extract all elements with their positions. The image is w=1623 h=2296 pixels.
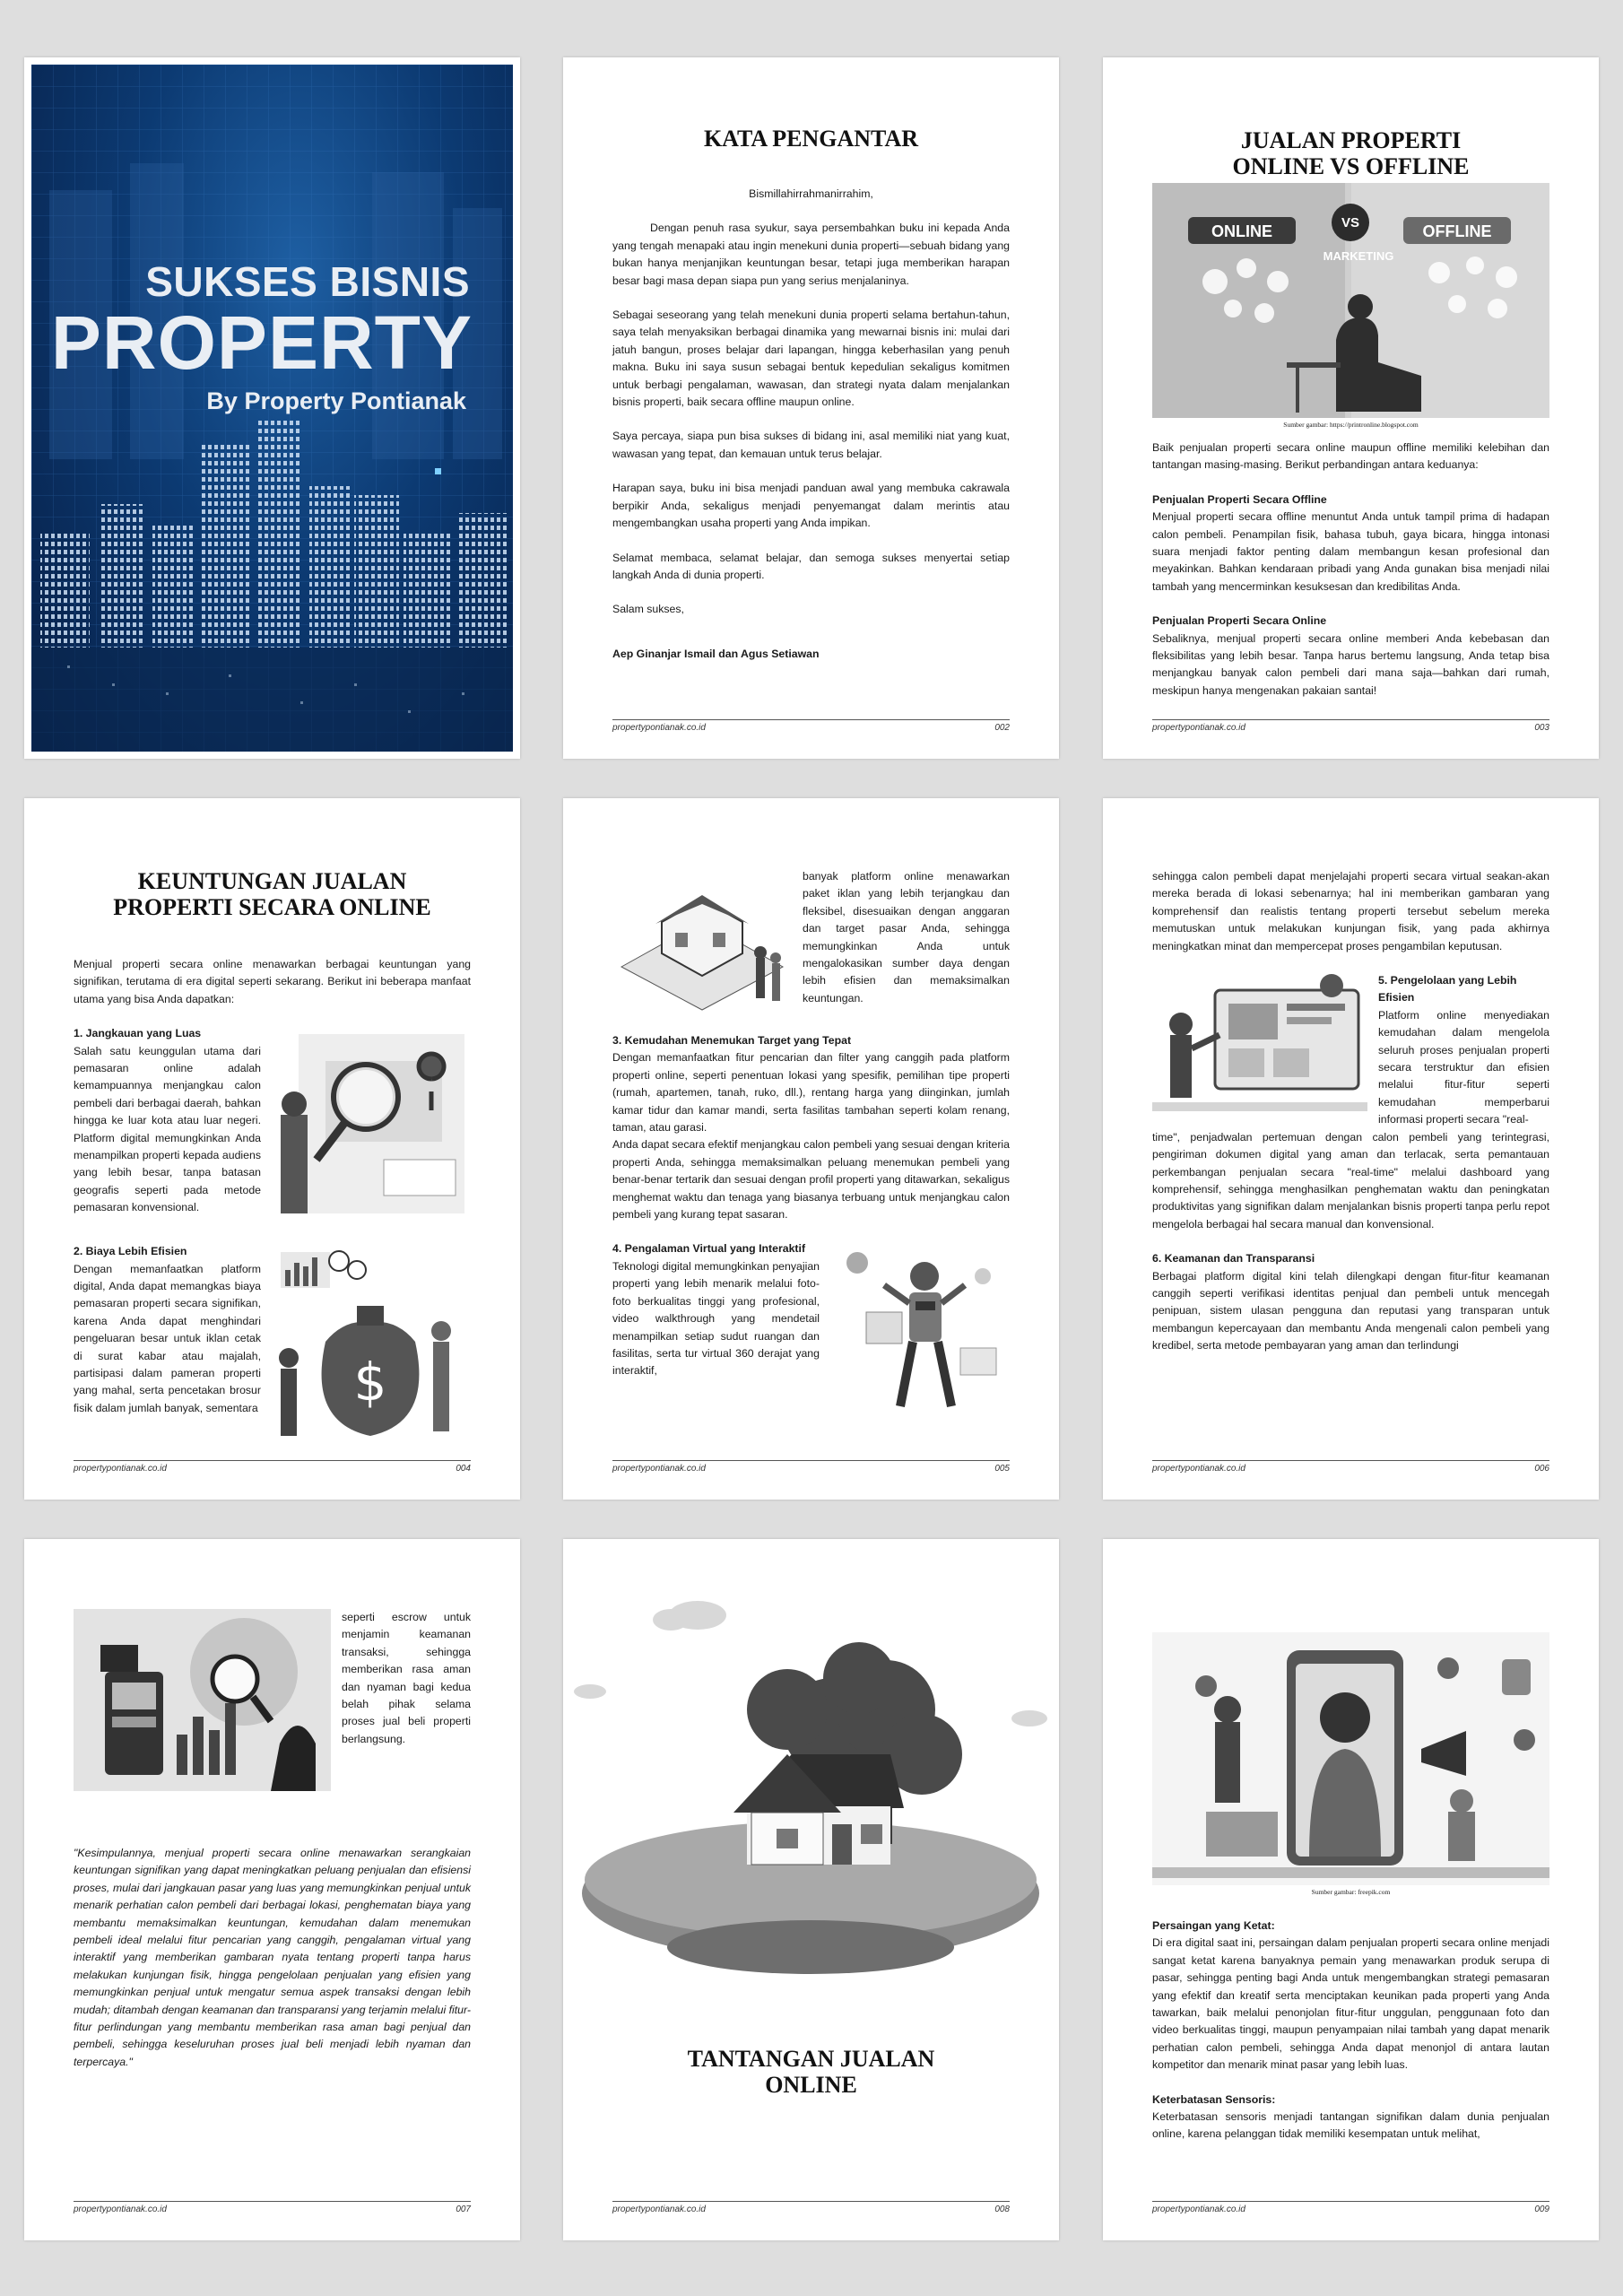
paragraph: Harapan saya, buku ini bisa menjadi panduan awal yang membuka cakrawala berpikir Anda, sekaligus menjadi penyemangat dalam merintis atau mengembangkan usaha properti yang Anda impikan. bbox=[612, 482, 1010, 530]
paragraph: Salah satu keunggulan utama dari pemasaran online adalah kemampuannya menjangkau calon pembeli dari berbagai daerah, bahkan hingga ke luar kota atau luar negeri. Platform digital memungkinkan Anda menampilkan properti kepada audiens yang lebih besar, tanpa batasan geografis seperti pada metode pemasaran konvensional. bbox=[74, 1044, 261, 1214]
section-heading: 6. Keamanan dan Transparansi bbox=[1152, 1252, 1315, 1265]
paragraph: Di era digital saat ini, persaingan dalam penjualan properti secara online menjadi sangat ketat karena banyaknya pemain yang menawarkan produk serupa di pasar, sehingga penting bagi Anda untuk mengembangkan strategi pemasaran yang efektif dan kreatif serta menciptakan keunikan pada properti yang Anda tawarkan, baik melalui penonjolan fitur-fitur unggulan, penggunaan foto dan video berkualitas tinggi, maupun penyampaian nilai tambah yang dapat menarik perhatian calon pembeli, sehingga Anda dapat menonjol di antara lautan kompetitor dan menarik minat pasar yang lebih luas. bbox=[1152, 1936, 1549, 2072]
paragraph: Anda dapat secara efektif menjangkau calon pembeli yang sesuai dengan kriteria properti Anda, sehingga memaksimalkan peluang menemukan pembeli yang benar-benar tertarik dan sesuai dengan profil properti yang ditawarkan, sekaligus menghemat waktu dan tenaga yang biasanya terbuang untuk menjangkau calon pembeli yang kurang tepat sasaran. bbox=[612, 1138, 1010, 1222]
authors: Aep Ginanjar Ismail dan Agus Setiawan bbox=[612, 647, 820, 660]
image-caption: Sumber gambar: https://printronline.blogspot.com bbox=[1283, 421, 1419, 429]
paragraph: Baik penjualan properti secara online maupun offline memiliki kelebihan dan tantangan masing-masing. Berikut perbandingan antara keduanya: bbox=[1152, 441, 1549, 472]
image-label-online: ONLINE bbox=[1211, 222, 1272, 240]
page-number: 006 bbox=[1534, 1464, 1549, 1474]
footer-site: propertypontianak.co.id bbox=[74, 2205, 167, 2214]
footer-site: propertypontianak.co.id bbox=[1152, 723, 1245, 733]
paragraph: Menjual properti secara offline menuntut Anda untuk tampil prima di hadapan calon pembeli. Penampilan fisik, bahasa tubuh, gaya bicara, hingga intonasi suara menjadi faktor penting dalam membangun kesan profesional dan meyakinkan. Bahkan kendaraan pribadi yang Anda gunakan bisa menjadi nilai tambah yang mencerminkan kesuksesan dan kredibilitas Anda. bbox=[1152, 510, 1549, 593]
footer-site: propertypontianak.co.id bbox=[1152, 2205, 1245, 2214]
page-number: 004 bbox=[456, 1464, 471, 1474]
page-009 bbox=[1103, 1539, 1599, 2240]
page-007 bbox=[24, 1539, 520, 2240]
section-heading: 2. Biaya Lebih Efisien bbox=[74, 1245, 187, 1258]
page-footer bbox=[74, 1460, 471, 1474]
footer-site: propertypontianak.co.id bbox=[74, 1464, 167, 1474]
page-title bbox=[1152, 127, 1549, 179]
section-heading: 4. Pengalaman Virtual yang Interaktif bbox=[612, 1242, 806, 1256]
paragraph: Dengan memanfaatkan fitur pencarian dan filter yang canggih pada platform properti online, seperti penentuan lokasi yang spesifik, pemilihan tipe properti (rumah, apartemen, tanah, ruko, dll.), rentang harga yang diinginkan, jumlah kamar tidur dan kamar mandi, serta fasilitas tambahan seperti kolam renang, taman, atau garasi. bbox=[612, 1051, 1010, 1135]
online-vs-offline-image bbox=[1152, 183, 1549, 418]
paragraph: Menjual properti secara online menawarkan berbagai keuntungan yang signifikan, terutama di era digital seperti sekarang. Berikut ini beberapa manfaat utama yang bisa Anda dapatkan: bbox=[74, 958, 471, 1005]
image-caption: Sumber gambar: freepik.com bbox=[1311, 1888, 1391, 1896]
page-footer bbox=[612, 2201, 1010, 2214]
section-heading: Keterbatasan Sensoris: bbox=[1152, 2092, 1276, 2106]
section-heading: Penjualan Properti Secara Offline bbox=[1152, 492, 1327, 506]
paragraph: Sebaliknya, menjual properti secara online memberi Anda kebebasan dan fleksibilitas yang lebih besar. Tanpa harus bertemu langsung, Anda tetap bisa menjangkau banyak calon pembeli dari mana saja—bahkan dari rumah, meskipun hanya mengenakan pakaian santai! bbox=[1152, 631, 1549, 697]
page-footer bbox=[612, 1460, 1010, 1474]
page-005 bbox=[563, 798, 1059, 1500]
page-008 bbox=[563, 1539, 1059, 2240]
online-shopping-illustration bbox=[1152, 1632, 1549, 1885]
paragraph: Sebagai seseorang yang telah menekuni dunia properti selama bertahun-tahun, saya telah menyaksikan berbagai dinamika yang mewarnai bisnis ini: mulai dari jatuh bangun, proses belajar dari lapangan, hingga keberhasilan yang penuh makna. Buku ini saya susun sebagai bentuk kepedulian sekaligus komitmen untuk berbagi pengalaman, wawasan, dan strategi nyata dalam menjalankan bisnis properti, baik secara offline maupun online. bbox=[612, 309, 1010, 409]
section-heading: Penjualan Properti Secara Online bbox=[1152, 614, 1327, 628]
title-line2: PROPERTI SECARA ONLINE bbox=[113, 894, 431, 920]
page-006 bbox=[1103, 798, 1599, 1500]
section-heading: 1. Jangkauan yang Luas bbox=[74, 1027, 202, 1040]
page-footer bbox=[1152, 1460, 1549, 1474]
page-number: 008 bbox=[994, 2205, 1010, 2214]
page-003 bbox=[1103, 57, 1599, 759]
paragraph: Teknologi digital memungkinkan penyajian properti yang lebih menarik melalui foto-foto berkualitas tinggi yang profesional, video walkthrough yang mendetail menampilkan setiap sudut ruangan dan fasilitas, serta tur virtual 360 derajat yang interaktif, bbox=[612, 1259, 820, 1378]
page-cover bbox=[24, 57, 520, 759]
greeting: Bismillahirrahmanirrahim, bbox=[749, 187, 873, 200]
paragraph: Berbagai platform digital kini telah dilengkapi dengan fitur-fitur keamanan canggih seperti verifikasi identitas penjual dan pembeli untuk mencegah penipuan, sistem ulasan pengguna dan reputasi yang transparan untuk membangun kepercayaan dan membantu Anda mengenali calon pembeli yang kredibel, serta metode pembayaran yang aman dan terlindungi bbox=[1152, 1269, 1549, 1352]
title-line2: ONLINE bbox=[765, 2072, 857, 2098]
page-number: 005 bbox=[994, 1464, 1010, 1474]
footer-site: propertypontianak.co.id bbox=[612, 2205, 706, 2214]
search-map-illustration bbox=[272, 1025, 471, 1222]
paragraph: sehingga calon pembeli dapat menjelajahi properti secara virtual seakan-akan mereka berada di lokasi sebenarnya; hal ini memberikan gambaran yang komprehensif dan realistis tentang properti tersebut sebelum mereka memutuskan untuk melakukan kunjungan fisik, yang pada akhirnya meningkatkan minat dan mempercepat proses pengambilan keputusan. bbox=[1152, 870, 1549, 952]
floating-house-illustration bbox=[563, 1593, 1059, 1979]
online-management-illustration bbox=[1152, 972, 1367, 1125]
cover-artwork bbox=[31, 65, 513, 752]
page-footer bbox=[74, 2201, 471, 2214]
page-002 bbox=[563, 57, 1059, 759]
analytics-illustration bbox=[74, 1609, 331, 1791]
paragraph: Keterbatasan sensoris menjadi tantangan signifikan dalam dunia penjualan online, karena pelanggan tidak memiliki kesempatan untuk melihat, bbox=[1152, 2110, 1549, 2141]
page-number: 009 bbox=[1534, 2205, 1549, 2214]
paragraph: Dengan memanfaatkan platform digital, Anda dapat memangkas biaya pemasaran properti secara signifikan, karena Anda dapat menghindari pengeluaran besar untuk iklan cetak di surat kabar atau majalah, partisipasi dalam pameran properti yang mahal, serta pencetakan brosur fisik dalam jumlah banyak, sementara bbox=[74, 1262, 261, 1414]
paragraph: banyak platform online menawarkan paket iklan yang lebih terjangkau dan fleksibel, disesuaikan dengan anggaran dan target pasar Anda, sehingga memungkinkan Anda untuk mengalokasikan sumber daya dengan lebih efisien dan memaksimalkan keuntungan. bbox=[803, 870, 1010, 1004]
cover-byline: By Property Pontianak bbox=[206, 387, 466, 414]
paragraph: Saya percaya, siapa pun bisa sukses di bidang ini, asal memiliki niat yang kuat, wawasan yang tepat, dan kemauan untuk terus belajar. bbox=[612, 430, 1010, 460]
page-title bbox=[74, 868, 471, 920]
title-line1: TANTANGAN JUALAN bbox=[687, 2046, 935, 2072]
paragraph: time", penjadwalan pertemuan dengan calon pembeli yang terintegrasi, pengiriman dokumen digital yang aman dan terlacak, serta pemantauan perkembangan penjualan secara "real-time" melalui dashboard yang komprehensif, sehingga menghasilkan penghematan waktu dan peningkatan produktivitas yang signifikan dalam menjalankan bisnis properti tanpa perlu repot mengelola berbagai hal secara manual dan konvensional. bbox=[1152, 1130, 1549, 1231]
footer-site: propertypontianak.co.id bbox=[612, 1464, 706, 1474]
paragraph: Selamat membaca, selamat belajar, dan semoga sukses menyertai setiap langkah Anda di dunia properti. bbox=[612, 551, 1010, 581]
conclusion-quote: "Kesimpulannya, menjual properti secara online menawarkan serangkaian keuntungan signifikan yang dapat meningkatkan peluang penjualan dan efisiensi proses, mulai dari jangkauan pasar yang luas yang memungkinkan penjual untuk menarik perhatian calon pembeli dari berbagai lokasi, penghematan biaya yang membantu memaksimalkan keuntungan, kemudahan dalam menemukan pembeli ideal melalui fitur pencarian yang canggih, pengalaman virtual yang interaktif yang memberikan gambaran nyata tentang properti tanpa harus melakukan kunjungan fisik, hingga pengelolaan penjualan yang efisien yang memungkinkan penjual untuk mengatur semua aspek transaksi dengan lebih mudah; ditambah dengan keamanan dan transparansi yang terjamin melalui fitur-fitur perlindungan yang membantu memberikan rasa aman bagi penjual dan pembeli, sehingga keseluruhan proses jual beli menjadi lebih nyaman dan terpercaya." bbox=[74, 1847, 471, 2068]
section-heading: 3. Kemudahan Menemukan Target yang Tepat bbox=[612, 1034, 852, 1047]
page-number: 007 bbox=[456, 2205, 471, 2214]
image-label-offline: OFFLINE bbox=[1422, 222, 1492, 240]
page-footer bbox=[1152, 2201, 1549, 2214]
isometric-house-illustration bbox=[612, 868, 792, 1012]
page-title bbox=[612, 2046, 1010, 2098]
svg-text:$: $ bbox=[353, 1352, 387, 1413]
page-number: 002 bbox=[994, 723, 1010, 733]
virtual-tour-illustration bbox=[830, 1240, 1010, 1424]
paragraph: seperti escrow untuk menjamin keamanan transaksi, sehingga memberikan rasa aman dan nyaman bagi kedua belah pihak selama proses jual beli properti berlangsung. bbox=[342, 1611, 471, 1745]
paragraph: Platform online menyediakan kemudahan dalam mengelola seluruh proses penjualan properti secara terstruktur dan efisien melalui fitur-fitur seperti kemudahan memperbarui informasi properti secara "real- bbox=[1378, 1008, 1549, 1126]
page-title: KATA PENGANTAR bbox=[703, 126, 919, 152]
cover-title-line1: SUKSES BISNIS bbox=[145, 258, 470, 305]
closing: Salam sukses, bbox=[612, 603, 684, 616]
title-line1: KEUNTUNGAN JUALAN bbox=[137, 868, 407, 894]
footer-site: propertypontianak.co.id bbox=[1152, 1464, 1245, 1474]
page-004 bbox=[24, 798, 520, 1500]
image-label-marketing: MARKETING bbox=[1323, 249, 1394, 263]
title-line2: ONLINE VS OFFLINE bbox=[1232, 153, 1470, 179]
page-footer bbox=[612, 719, 1010, 733]
title-line1: JUALAN PROPERTI bbox=[1240, 127, 1462, 153]
image-label-vs: VS bbox=[1341, 215, 1359, 230]
money-bag-illustration bbox=[272, 1243, 471, 1445]
cover-title-line2: PROPERTY bbox=[50, 300, 473, 385]
section-heading: Persaingan yang Ketat: bbox=[1152, 1919, 1275, 1932]
footer-site: propertypontianak.co.id bbox=[612, 723, 706, 733]
section-heading: 5. Pengelolaan yang Lebih Efisien bbox=[1378, 974, 1517, 1004]
page-footer bbox=[1152, 719, 1549, 733]
page-number: 003 bbox=[1534, 723, 1549, 733]
paragraph: Dengan penuh rasa syukur, saya persembahkan buku ini kepada Anda yang tengah menapaki atau ingin menekuni dunia properti—sebuah bidang yang bukan hanya menjanjikan keuntungan besar, tetapi juga memberikan harapan besar bagi masa depan siapa pun yang serius menjalaninya. bbox=[612, 222, 1010, 287]
